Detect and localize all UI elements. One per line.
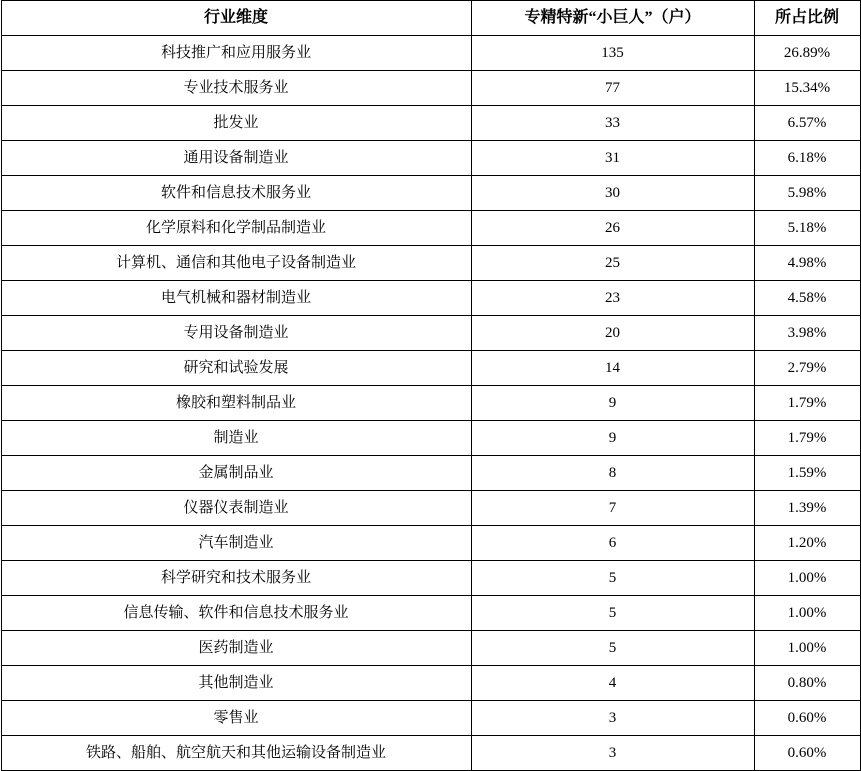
cell-industry: 化学原料和化学制品制造业 <box>1 211 471 246</box>
column-header-ratio: 所占比例 <box>754 1 860 36</box>
table-row <box>1 211 860 246</box>
cell-ratio: 1.39% <box>754 491 860 526</box>
cell-ratio: 6.18% <box>754 141 860 176</box>
table-row <box>1 36 860 71</box>
cell-count: 23 <box>471 281 754 316</box>
table-row <box>1 736 860 771</box>
cell-count: 9 <box>471 421 754 456</box>
cell-industry: 专业技术服务业 <box>1 71 471 106</box>
table-row <box>1 316 860 351</box>
cell-count: 77 <box>471 71 754 106</box>
cell-industry: 电气机械和器材制造业 <box>1 281 471 316</box>
cell-industry: 汽车制造业 <box>1 526 471 561</box>
table-row <box>1 71 860 106</box>
cell-count: 3 <box>471 736 754 771</box>
cell-ratio: 5.98% <box>754 176 860 211</box>
cell-industry: 铁路、船舶、航空航天和其他运输设备制造业 <box>1 736 471 771</box>
cell-industry: 其他制造业 <box>1 666 471 701</box>
cell-count: 33 <box>471 106 754 141</box>
cell-ratio: 4.58% <box>754 281 860 316</box>
cell-ratio: 1.00% <box>754 561 860 596</box>
cell-count: 25 <box>471 246 754 281</box>
cell-ratio: 1.79% <box>754 386 860 421</box>
table-row <box>1 596 860 631</box>
table-row <box>1 456 860 491</box>
table-row <box>1 351 860 386</box>
cell-industry: 通用设备制造业 <box>1 141 471 176</box>
cell-count: 20 <box>471 316 754 351</box>
cell-count: 26 <box>471 211 754 246</box>
cell-count: 30 <box>471 176 754 211</box>
cell-industry: 科学研究和技术服务业 <box>1 561 471 596</box>
cell-industry: 专用设备制造业 <box>1 316 471 351</box>
cell-count: 31 <box>471 141 754 176</box>
table-body <box>1 36 860 771</box>
cell-count: 135 <box>471 36 754 71</box>
cell-ratio: 0.80% <box>754 666 860 701</box>
column-header-industry: 行业维度 <box>1 1 471 36</box>
cell-ratio: 6.57% <box>754 106 860 141</box>
cell-count: 5 <box>471 596 754 631</box>
cell-industry: 橡胶和塑料制品业 <box>1 386 471 421</box>
cell-count: 3 <box>471 701 754 736</box>
cell-count: 5 <box>471 631 754 666</box>
cell-count: 6 <box>471 526 754 561</box>
cell-industry: 软件和信息技术服务业 <box>1 176 471 211</box>
table-row <box>1 631 860 666</box>
table-row <box>1 106 860 141</box>
table-row <box>1 281 860 316</box>
cell-ratio: 1.00% <box>754 631 860 666</box>
cell-count: 9 <box>471 386 754 421</box>
cell-industry: 研究和试验发展 <box>1 351 471 386</box>
column-header-count: 专精特新“小巨人”（户） <box>471 1 754 36</box>
cell-count: 7 <box>471 491 754 526</box>
cell-ratio: 1.00% <box>754 596 860 631</box>
cell-industry: 科技推广和应用服务业 <box>1 36 471 71</box>
table-row <box>1 526 860 561</box>
cell-industry: 批发业 <box>1 106 471 141</box>
cell-industry: 制造业 <box>1 421 471 456</box>
cell-ratio: 0.60% <box>754 736 860 771</box>
industry-statistics-table <box>1 0 861 771</box>
table-row <box>1 176 860 211</box>
table-row <box>1 246 860 281</box>
table-row <box>1 141 860 176</box>
table-row <box>1 666 860 701</box>
cell-count: 4 <box>471 666 754 701</box>
cell-ratio: 26.89% <box>754 36 860 71</box>
cell-industry: 仪器仪表制造业 <box>1 491 471 526</box>
cell-industry: 金属制品业 <box>1 456 471 491</box>
cell-ratio: 15.34% <box>754 71 860 106</box>
table-row <box>1 701 860 736</box>
cell-industry: 计算机、通信和其他电子设备制造业 <box>1 246 471 281</box>
cell-ratio: 1.20% <box>754 526 860 561</box>
cell-ratio: 0.60% <box>754 701 860 736</box>
table-row <box>1 421 860 456</box>
cell-count: 14 <box>471 351 754 386</box>
cell-ratio: 2.79% <box>754 351 860 386</box>
cell-count: 8 <box>471 456 754 491</box>
table-row <box>1 386 860 421</box>
cell-ratio: 3.98% <box>754 316 860 351</box>
table-header <box>1 1 860 36</box>
cell-count: 5 <box>471 561 754 596</box>
cell-industry: 零售业 <box>1 701 471 736</box>
table-row <box>1 491 860 526</box>
table-row <box>1 561 860 596</box>
cell-ratio: 5.18% <box>754 211 860 246</box>
cell-ratio: 1.59% <box>754 456 860 491</box>
cell-ratio: 4.98% <box>754 246 860 281</box>
cell-industry: 医药制造业 <box>1 631 471 666</box>
cell-industry: 信息传输、软件和信息技术服务业 <box>1 596 471 631</box>
cell-ratio: 1.79% <box>754 421 860 456</box>
table-header-row <box>1 1 860 36</box>
